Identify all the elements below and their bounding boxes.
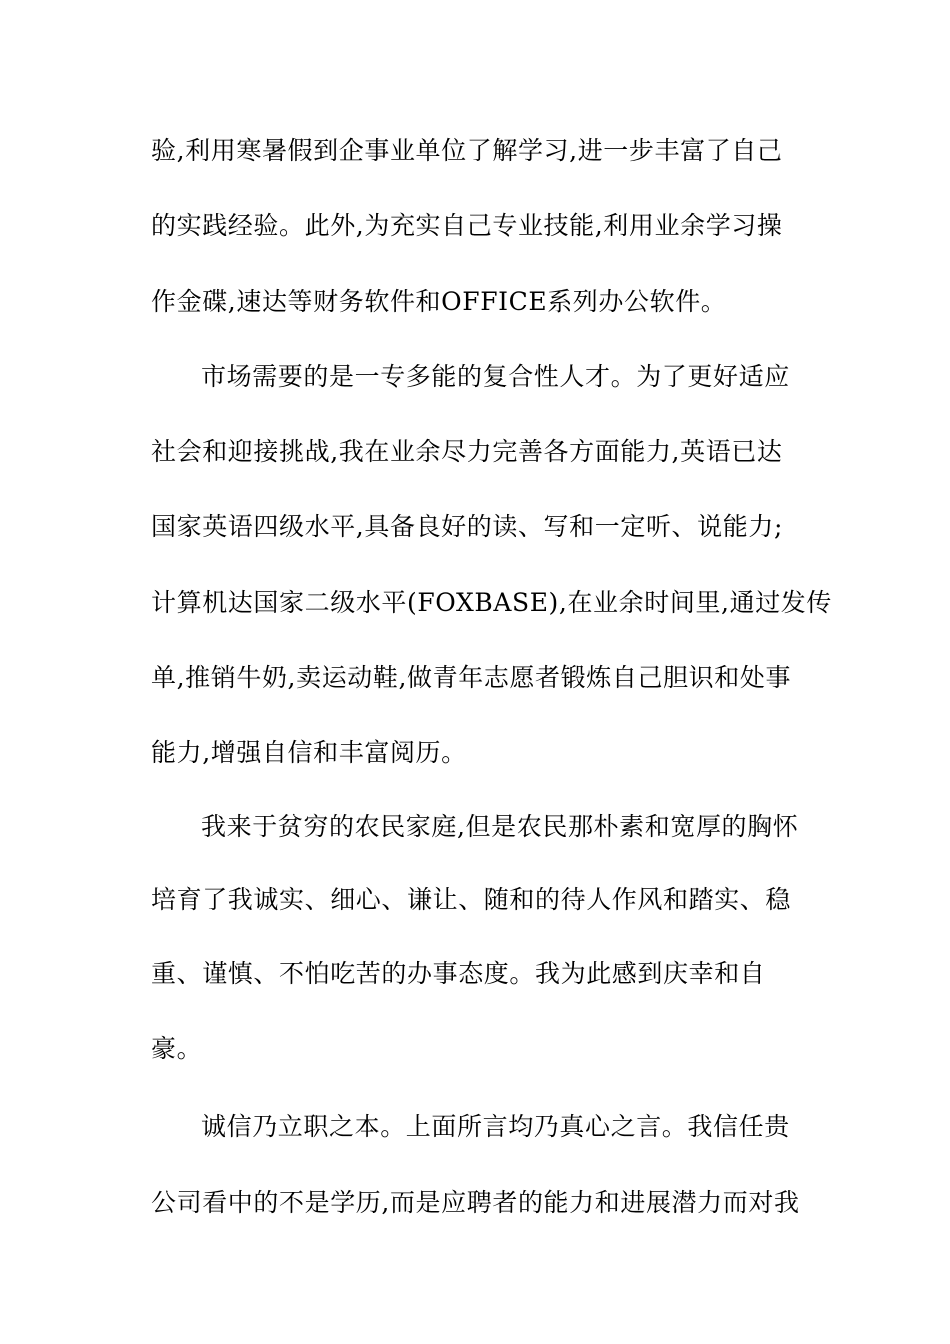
text-line: 能力,增强自信和丰富阅历。 — [151, 738, 467, 767]
paragraph-first-line: 诚信乃立职之本。上面所言均乃真心之言。我信任贵 — [201, 1112, 790, 1141]
paragraph-first-line: 我来于贫穷的农民家庭,但是农民那朴素和宽厚的胸怀 — [201, 812, 799, 841]
paragraph-first-line: 市场需要的是一专多能的复合性人才。为了更好适应 — [201, 362, 790, 391]
text-line: 作金碟,速达等财务软件和OFFICE系列办公软件。 — [151, 287, 727, 316]
text-line: 国家英语四级水平,具备良好的读、写和一定听、说能力; — [151, 512, 783, 541]
text-line: 计算机达国家二级水平(FOXBASE),在业余时间里,通过发传 — [151, 588, 833, 617]
text-line: 豪。 — [151, 1034, 203, 1063]
text-line: 公司看中的不是学历,而是应聘者的能力和进展潜力而对我 — [151, 1188, 800, 1217]
text-line: 培育了我诚实、细心、谦让、随和的待人作风和踏实、稳 — [151, 885, 792, 914]
text-line: 重、谨慎、不怕吃苦的办事态度。我为此感到庆幸和自 — [151, 959, 766, 988]
text-line: 社会和迎接挑战,我在业余尽力完善各方面能力,英语已达 — [151, 437, 783, 466]
text-line: 的实践经验。此外,为充实自己专业技能,利用业余学习操 — [151, 211, 783, 240]
text-line: 单,推销牛奶,卖运动鞋,做青年志愿者锻炼自己胆识和处事 — [151, 663, 792, 692]
text-line: 验,利用寒暑假到企事业单位了解学习,进一步丰富了自己 — [151, 136, 783, 165]
